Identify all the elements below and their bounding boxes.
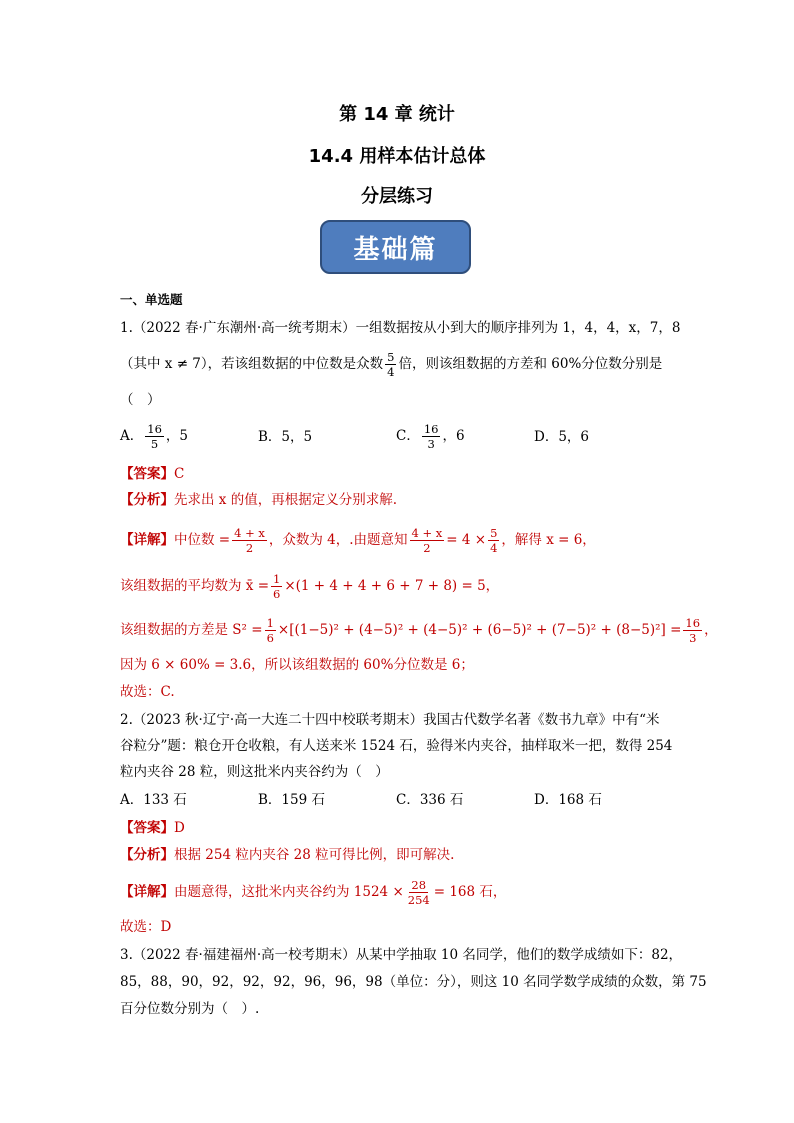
q2-option-a[interactable]: A．133 石: [120, 792, 187, 808]
section-heading: 一、单选题: [120, 292, 183, 307]
q2-stem-line1: 2.（2023 秋·辽宁·高一大连二十四中校联考期末）我国古代数学名著《数书九章》中有“米: [120, 712, 660, 728]
q1-option-d[interactable]: D．5，6: [534, 429, 590, 445]
q2-options: [120, 790, 720, 812]
q2-answer: 【答案】D: [120, 820, 185, 836]
q1-detail-line5: 故选：C.: [120, 684, 175, 700]
q1-stem-line3: （ ）: [120, 392, 161, 408]
q3-stem-line3: 百分位数分别为（ ）.: [120, 1001, 260, 1017]
q3-stem-line2: 85，88，90，92，92，92，96，96，98（单位：分），则这 10 名同学数学成绩的众数，第 75: [120, 974, 707, 990]
q2-analysis: 【分析】根据 254 粒内夹谷 28 粒可得比例，即可解决.: [120, 847, 455, 863]
q2-detail-line1: 【详解】由题意得，这批米内夹谷约为 1524 × $\frac{28}{254}$ = 168 石，: [120, 878, 507, 907]
q1-options: [120, 422, 720, 452]
q2-option-d[interactable]: D．168 石: [534, 792, 602, 808]
q2-stem-line3: 粒内夹谷 28 粒，则这批米内夹谷约为（ ）: [120, 764, 389, 780]
q3-stem-line1: 3.（2022 春·福建福州·高一校考期末）从某中学抽取 10 名同学，他们的数学成绩如下：82，: [120, 947, 683, 963]
q1-stem-line2: （其中 x ≠ 7），若该组数据的中位数是众数 $\frac{5}{4}$ 倍，则该组数据的方差和 60%分位数分别是: [120, 350, 663, 379]
q1-option-b[interactable]: B．5，5: [258, 429, 313, 445]
q2-option-b[interactable]: B．159 石: [258, 792, 325, 808]
q1-detail-line4: 因为 6 × 60% = 3.6，所以该组数据的 60%分位数是 6；: [120, 657, 474, 673]
page-subtitle: 分层练习: [361, 186, 433, 207]
q1-analysis: 【分析】先求出 x 的值，再根据定义分别求解.: [120, 492, 397, 508]
q2-option-c[interactable]: C．336 石: [396, 792, 464, 808]
section-title: 14.4 用样本估计总体: [308, 146, 486, 167]
q1-detail-line2: 该组数据的平均数为 x̄ = $\frac{1}{6}$ ×(1 + 4 + 4 + 6 + 7 + 8) = 5，: [120, 572, 500, 601]
q2-stem-line2: 谷粒分”题：粮仓开仓收粮，有人送来米 1524 石，验得米内夹谷，抽样取米一把，数得 254: [120, 738, 673, 754]
q1-option-a[interactable]: A． $\frac{16}{5}$ ，5: [120, 422, 188, 451]
q1-answer: 【答案】C: [120, 466, 185, 482]
q2-detail-line2: 故选：D: [120, 919, 172, 935]
q1-stem-line1: 1.（2022 春·广东潮州·高一统考期末）一组数据按从小到大的顺序排列为 1，4，4，x，7，8: [120, 320, 681, 336]
chapter-title: 第 14 章 统计: [339, 104, 455, 125]
q1-detail-line3: 该组数据的方差是 S² = $\frac{1}{6}$ ×[(1−5)² + (4−5)² + (4−5)² + (6−5)² + (7−5)² + (8−5)²] = $\frac{16}{3}$ ，: [120, 616, 718, 645]
fraction: $\frac{5}{4}$: [387, 350, 395, 379]
level-banner: 基础篇: [320, 220, 471, 274]
q1-option-c[interactable]: C． $\frac{16}{3}$ ，6: [396, 422, 465, 451]
q1-detail-line1: 【详解】中位数 = $\frac{4 + x}{2}$ ，众数为 4，.由题意知 $\frac{4 + x}{2}$ = 4 × $\frac{5}{4}$ ，解得 x = 6，: [120, 526, 596, 555]
